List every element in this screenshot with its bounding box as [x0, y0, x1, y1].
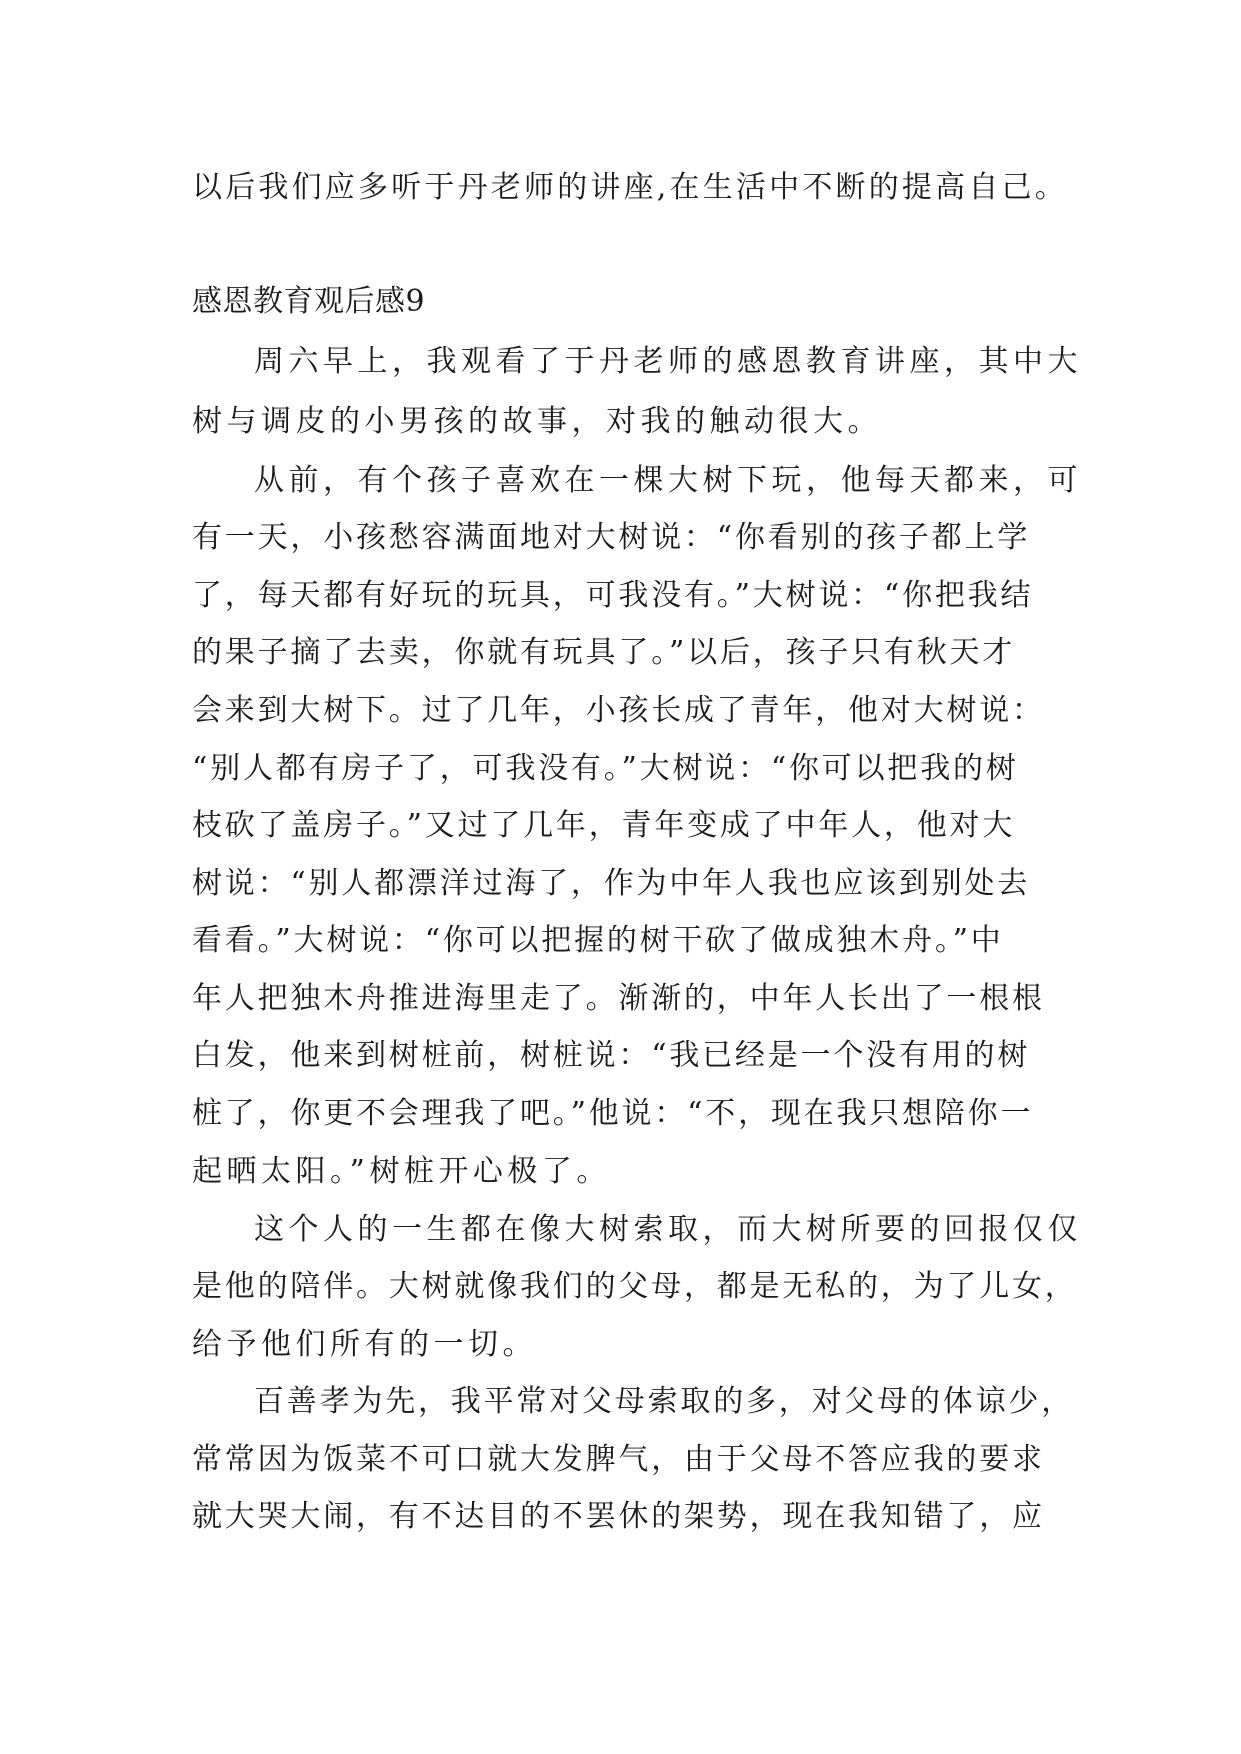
- text-line: 看看。”大树说：“你可以把握的树干砍了做成独木舟。”中: [192, 923, 1004, 958]
- text-line: 起晒太阳。”树桩开心极了。: [192, 1154, 611, 1189]
- text-line: 了，每天都有好玩的玩具，可我没有。”大树说：“你把我结: [192, 578, 1034, 613]
- text-line: 年人把独木舟推进海里走了。渐渐的，中年人长出了一根根: [192, 981, 1045, 1016]
- text-line: 这个人的一生都在像大树索取，而大树所要的回报仅仅: [254, 1212, 1082, 1247]
- text-line: “别人都有房子了，可我没有。”大树说：“你可以把我的树: [192, 751, 1019, 786]
- text-line: 周六早上，我观看了于丹老师的感恩教育讲座，其中大: [254, 344, 1082, 379]
- text-line: 从前，有个孩子喜欢在一棵大树下玩，他每天都来，可: [254, 463, 1082, 498]
- text-line: 桩了，你更不会理我了吧。”他说：“不，现在我只想陪你一: [192, 1096, 1034, 1131]
- text-line: 会来到大树下。过了几年，小孩长成了青年，他对大树说：: [192, 693, 1045, 728]
- section-heading: 感恩教育观后感9: [192, 284, 426, 319]
- text-line: 就大哭大闹，有不达目的不罢休的架势，现在我知错了，应: [192, 1499, 1045, 1534]
- text-line: 给予他们所有的一切。: [192, 1327, 537, 1362]
- text-line: 枝砍了盖房子。”又过了几年，青年变成了中年人，他对大: [192, 808, 1016, 843]
- text-line: 有一天，小孩愁容满面地对大树说：“你看别的孩子都上学: [192, 520, 1031, 555]
- text-line: 树与调皮的小男孩的故事，对我的触动很大。: [192, 404, 882, 439]
- text-line: 是他的陪伴。大树就像我们的父母，都是无私的，为了儿女，: [192, 1269, 1078, 1304]
- text-line: 以后我们应多听于丹老师的讲座,在生活中不断的提高自己。: [192, 170, 1068, 205]
- text-line: 常常因为饭菜不可口就大发脾气，由于父母不答应我的要求: [192, 1442, 1045, 1477]
- text-line: 树说：“别人都漂洋过海了，作为中年人我也应该到别处去: [192, 866, 1031, 901]
- text-line: 白发，他来到树桩前，树桩说：“我已经是一个没有用的树: [192, 1038, 1031, 1073]
- text-line: 的果子摘了去卖，你就有玩具了。”以后，孩子只有秋天才: [192, 635, 1016, 670]
- text-line: 百善孝为先，我平常对父母索取的多，对父母的体谅少，: [254, 1384, 1074, 1419]
